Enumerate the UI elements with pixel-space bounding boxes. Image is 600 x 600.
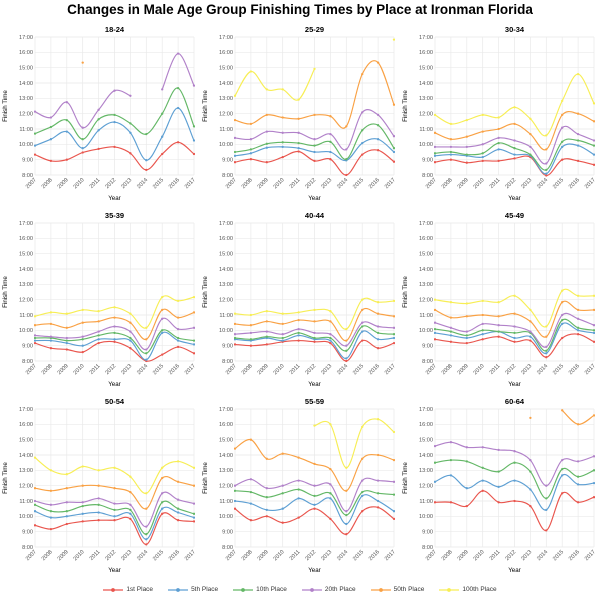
subplot-25-29 xyxy=(200,23,400,209)
subplot-title: 40-44 xyxy=(304,211,325,220)
svg-text:14:00: 14:00 xyxy=(219,266,233,273)
chart-legend xyxy=(0,581,600,598)
svg-text:2015: 2015 xyxy=(552,177,566,191)
svg-text:2015: 2015 xyxy=(552,549,566,563)
svg-text:2014: 2014 xyxy=(136,363,150,377)
svg-text:10:00: 10:00 xyxy=(219,514,233,521)
svg-text:8:00: 8:00 xyxy=(422,172,433,179)
svg-text:13:00: 13:00 xyxy=(19,96,33,103)
legend-label: 50th Place xyxy=(393,586,425,593)
svg-text:2017: 2017 xyxy=(183,177,197,191)
svg-text:2015: 2015 xyxy=(152,363,166,377)
svg-text:2010: 2010 xyxy=(272,177,286,191)
svg-text:2008: 2008 xyxy=(40,363,54,377)
svg-text:2016: 2016 xyxy=(367,549,382,563)
subplot-50-54 xyxy=(0,395,200,581)
legend-item-10th-place xyxy=(233,586,287,594)
svg-text:2011: 2011 xyxy=(288,177,302,190)
svg-text:2011: 2011 xyxy=(288,363,302,376)
series-100th-place xyxy=(313,418,395,469)
svg-text:9:00: 9:00 xyxy=(222,343,233,350)
svg-text:13:00: 13:00 xyxy=(19,468,33,475)
svg-text:2012: 2012 xyxy=(504,177,518,191)
svg-text:2012: 2012 xyxy=(504,363,518,377)
svg-text:2011: 2011 xyxy=(88,177,102,190)
svg-text:10:00: 10:00 xyxy=(419,142,433,149)
svg-text:11:00: 11:00 xyxy=(219,312,233,319)
svg-text:2017: 2017 xyxy=(383,177,397,191)
svg-text:14:00: 14:00 xyxy=(219,452,233,459)
subplot-title: 35-39 xyxy=(104,211,125,220)
svg-text:10:00: 10:00 xyxy=(219,142,233,149)
svg-text:2007: 2007 xyxy=(224,549,238,563)
svg-text:2011: 2011 xyxy=(88,549,102,562)
svg-text:2016: 2016 xyxy=(567,549,582,563)
legend-key-icon xyxy=(439,586,459,594)
svg-text:2009: 2009 xyxy=(56,177,70,191)
svg-text:2012: 2012 xyxy=(104,363,118,377)
svg-text:2010: 2010 xyxy=(72,177,86,191)
series-50th-place xyxy=(82,61,84,63)
subplot-title: 18-24 xyxy=(104,25,125,34)
svg-text:16:00: 16:00 xyxy=(219,422,233,429)
svg-text:2008: 2008 xyxy=(440,177,454,191)
svg-text:2015: 2015 xyxy=(352,177,366,191)
svg-text:2009: 2009 xyxy=(456,549,470,563)
svg-text:8:00: 8:00 xyxy=(422,544,433,551)
subplot-30-34 xyxy=(400,23,600,209)
svg-text:16:00: 16:00 xyxy=(219,50,233,57)
subplot-title: 45-49 xyxy=(504,211,525,220)
svg-text:2014: 2014 xyxy=(536,363,550,377)
svg-text:2011: 2011 xyxy=(488,549,502,562)
svg-text:9:00: 9:00 xyxy=(22,157,33,164)
x-axis-label: Year xyxy=(308,195,321,202)
svg-text:9:00: 9:00 xyxy=(222,529,233,536)
gridlines xyxy=(419,221,594,365)
svg-text:17:00: 17:00 xyxy=(419,34,433,41)
svg-text:2014: 2014 xyxy=(536,549,550,563)
svg-text:2013: 2013 xyxy=(320,177,334,191)
svg-text:2016: 2016 xyxy=(167,177,182,191)
svg-text:12:00: 12:00 xyxy=(19,111,33,118)
svg-text:2014: 2014 xyxy=(336,549,350,563)
legend-item-20th-place xyxy=(302,586,356,594)
svg-text:16:00: 16:00 xyxy=(19,236,33,243)
svg-text:2010: 2010 xyxy=(72,549,86,563)
svg-text:11:00: 11:00 xyxy=(419,126,433,133)
subplot-title: 30-34 xyxy=(504,25,525,34)
svg-text:8:00: 8:00 xyxy=(22,172,33,179)
svg-text:8:00: 8:00 xyxy=(22,544,33,551)
svg-text:15:00: 15:00 xyxy=(19,65,33,72)
svg-text:11:00: 11:00 xyxy=(219,498,233,505)
svg-text:17:00: 17:00 xyxy=(219,406,233,413)
svg-text:2011: 2011 xyxy=(488,363,502,376)
svg-text:16:00: 16:00 xyxy=(419,50,433,57)
svg-text:2009: 2009 xyxy=(256,363,270,377)
x-axis-label: Year xyxy=(508,195,521,202)
svg-text:15:00: 15:00 xyxy=(19,251,33,258)
legend-item-100th-place xyxy=(439,586,496,594)
svg-text:16:00: 16:00 xyxy=(219,236,233,243)
x-axis-label: Year xyxy=(108,381,121,388)
svg-text:14:00: 14:00 xyxy=(19,266,33,273)
legend-key-icon xyxy=(371,586,391,594)
svg-text:15:00: 15:00 xyxy=(219,251,233,258)
subplot-55-59 xyxy=(200,395,400,581)
svg-text:2007: 2007 xyxy=(24,177,38,191)
svg-text:2012: 2012 xyxy=(504,549,518,563)
svg-text:2017: 2017 xyxy=(383,549,397,563)
svg-text:14:00: 14:00 xyxy=(419,80,433,87)
y-axis-label: Finish Time xyxy=(202,90,209,122)
svg-text:2010: 2010 xyxy=(72,363,86,377)
y-axis-label: Finish Time xyxy=(402,90,409,122)
svg-text:8:00: 8:00 xyxy=(222,544,233,551)
svg-text:13:00: 13:00 xyxy=(219,282,233,289)
svg-text:2015: 2015 xyxy=(552,363,566,377)
gridlines xyxy=(19,35,194,179)
svg-text:9:00: 9:00 xyxy=(222,157,233,164)
svg-text:2009: 2009 xyxy=(256,549,270,563)
y-axis-label: Finish Time xyxy=(2,462,9,494)
svg-text:2011: 2011 xyxy=(88,363,102,376)
svg-text:2017: 2017 xyxy=(583,177,597,191)
svg-text:2008: 2008 xyxy=(440,549,454,563)
svg-text:17:00: 17:00 xyxy=(419,406,433,413)
svg-text:2013: 2013 xyxy=(320,363,334,377)
svg-text:13:00: 13:00 xyxy=(219,96,233,103)
subplot-35-39 xyxy=(0,209,200,395)
svg-text:2017: 2017 xyxy=(383,363,397,377)
svg-text:12:00: 12:00 xyxy=(219,483,233,490)
svg-text:2010: 2010 xyxy=(472,549,486,563)
svg-text:2015: 2015 xyxy=(152,549,166,563)
svg-text:2017: 2017 xyxy=(183,363,197,377)
svg-text:2016: 2016 xyxy=(167,549,182,563)
svg-text:2016: 2016 xyxy=(167,363,182,377)
y-axis-label: Finish Time xyxy=(202,276,209,308)
svg-text:17:00: 17:00 xyxy=(19,220,33,227)
svg-text:14:00: 14:00 xyxy=(19,452,33,459)
svg-text:10:00: 10:00 xyxy=(19,514,33,521)
svg-text:2013: 2013 xyxy=(120,549,134,563)
svg-text:17:00: 17:00 xyxy=(419,220,433,227)
svg-text:2013: 2013 xyxy=(520,177,534,191)
svg-text:2009: 2009 xyxy=(256,177,270,191)
svg-text:2010: 2010 xyxy=(272,549,286,563)
svg-text:15:00: 15:00 xyxy=(419,251,433,258)
svg-text:16:00: 16:00 xyxy=(419,236,433,243)
svg-text:2007: 2007 xyxy=(424,549,438,563)
svg-text:9:00: 9:00 xyxy=(22,343,33,350)
legend-label: 100th Place xyxy=(462,586,497,593)
svg-text:2008: 2008 xyxy=(240,177,254,191)
svg-text:10:00: 10:00 xyxy=(19,142,33,149)
subplot-title: 25-29 xyxy=(304,25,325,34)
svg-text:12:00: 12:00 xyxy=(419,111,433,118)
svg-text:2017: 2017 xyxy=(583,549,597,563)
svg-text:2008: 2008 xyxy=(240,549,254,563)
svg-text:2014: 2014 xyxy=(136,177,150,191)
svg-text:12:00: 12:00 xyxy=(19,297,33,304)
svg-text:9:00: 9:00 xyxy=(422,157,433,164)
svg-text:2010: 2010 xyxy=(472,177,486,191)
svg-text:2017: 2017 xyxy=(583,363,597,377)
svg-text:15:00: 15:00 xyxy=(419,437,433,444)
svg-text:12:00: 12:00 xyxy=(419,483,433,490)
svg-text:12:00: 12:00 xyxy=(219,111,233,118)
y-axis-label: Finish Time xyxy=(402,276,409,308)
legend-key-icon xyxy=(233,586,253,594)
subplot-60-64 xyxy=(400,395,600,581)
gridlines xyxy=(19,407,194,551)
gridlines xyxy=(219,221,394,365)
svg-text:11:00: 11:00 xyxy=(19,312,33,319)
svg-text:13:00: 13:00 xyxy=(219,468,233,475)
subplot-title: 50-54 xyxy=(104,397,125,406)
svg-text:2013: 2013 xyxy=(520,363,534,377)
svg-text:11:00: 11:00 xyxy=(219,126,233,133)
svg-text:11:00: 11:00 xyxy=(419,498,433,505)
svg-text:9:00: 9:00 xyxy=(22,529,33,536)
legend-label: 20th Place xyxy=(324,586,356,593)
subplot-title: 60-64 xyxy=(504,397,525,406)
svg-text:2016: 2016 xyxy=(567,363,582,377)
svg-text:14:00: 14:00 xyxy=(419,452,433,459)
svg-text:16:00: 16:00 xyxy=(19,422,33,429)
svg-text:16:00: 16:00 xyxy=(419,422,433,429)
subplot-title: 55-59 xyxy=(304,397,325,406)
svg-text:13:00: 13:00 xyxy=(419,468,433,475)
svg-text:12:00: 12:00 xyxy=(419,297,433,304)
svg-text:2008: 2008 xyxy=(240,363,254,377)
legend-item-5th-place xyxy=(168,586,218,594)
svg-text:2014: 2014 xyxy=(136,549,150,563)
svg-text:2007: 2007 xyxy=(224,363,238,377)
svg-text:8:00: 8:00 xyxy=(222,358,233,365)
svg-text:10:00: 10:00 xyxy=(19,328,33,335)
svg-text:8:00: 8:00 xyxy=(22,358,33,365)
svg-text:2012: 2012 xyxy=(304,177,318,191)
svg-text:17:00: 17:00 xyxy=(219,34,233,41)
legend-label: 1st Place xyxy=(126,586,154,593)
svg-text:2007: 2007 xyxy=(424,177,438,191)
svg-text:14:00: 14:00 xyxy=(419,266,433,273)
x-axis-label: Year xyxy=(108,567,121,574)
svg-text:2009: 2009 xyxy=(456,363,470,377)
legend-label: 5th Place xyxy=(191,586,219,593)
svg-text:2008: 2008 xyxy=(440,363,454,377)
svg-text:2010: 2010 xyxy=(472,363,486,377)
svg-text:2011: 2011 xyxy=(488,177,502,190)
svg-text:2013: 2013 xyxy=(120,177,134,191)
svg-text:2010: 2010 xyxy=(272,363,286,377)
svg-text:2012: 2012 xyxy=(304,363,318,377)
svg-text:2011: 2011 xyxy=(288,549,302,562)
svg-text:16:00: 16:00 xyxy=(19,50,33,57)
svg-text:2013: 2013 xyxy=(520,549,534,563)
legend-item-1st-place xyxy=(103,586,153,594)
svg-text:2015: 2015 xyxy=(352,549,366,563)
svg-text:17:00: 17:00 xyxy=(19,34,33,41)
legend-item-50th-place xyxy=(371,586,425,594)
svg-text:11:00: 11:00 xyxy=(419,312,433,319)
svg-text:15:00: 15:00 xyxy=(419,65,433,72)
subplot-40-44 xyxy=(200,209,400,395)
x-axis-label: Year xyxy=(308,567,321,574)
svg-text:2009: 2009 xyxy=(56,363,70,377)
svg-text:2013: 2013 xyxy=(120,363,134,377)
svg-text:15:00: 15:00 xyxy=(19,437,33,444)
svg-text:2014: 2014 xyxy=(336,177,350,191)
svg-text:15:00: 15:00 xyxy=(219,437,233,444)
svg-text:12:00: 12:00 xyxy=(219,297,233,304)
svg-text:9:00: 9:00 xyxy=(422,529,433,536)
subplot-grid xyxy=(0,23,600,581)
svg-text:10:00: 10:00 xyxy=(219,328,233,335)
svg-text:2009: 2009 xyxy=(56,549,70,563)
svg-text:15:00: 15:00 xyxy=(219,65,233,72)
svg-text:2012: 2012 xyxy=(104,549,118,563)
svg-text:2007: 2007 xyxy=(24,549,38,563)
y-axis-label: Finish Time xyxy=(2,276,9,308)
svg-text:11:00: 11:00 xyxy=(19,498,33,505)
svg-text:14:00: 14:00 xyxy=(219,80,233,87)
svg-text:2016: 2016 xyxy=(567,177,582,191)
svg-text:2007: 2007 xyxy=(24,363,38,377)
chart-title: Changes in Male Age Group Finishing Times by Place at Ironman Florida xyxy=(67,2,533,17)
svg-text:8:00: 8:00 xyxy=(222,172,233,179)
gridlines xyxy=(419,407,594,551)
svg-text:14:00: 14:00 xyxy=(19,80,33,87)
legend-label: 10th Place xyxy=(256,586,287,593)
gridlines xyxy=(19,221,194,365)
svg-text:17:00: 17:00 xyxy=(19,406,33,413)
svg-text:2008: 2008 xyxy=(40,549,54,563)
y-axis-label: Finish Time xyxy=(2,90,9,122)
svg-text:13:00: 13:00 xyxy=(419,282,433,289)
svg-text:2014: 2014 xyxy=(536,177,550,191)
svg-text:9:00: 9:00 xyxy=(422,343,433,350)
legend-key-icon xyxy=(302,586,322,594)
svg-text:8:00: 8:00 xyxy=(422,358,433,365)
x-axis-label: Year xyxy=(108,195,121,202)
svg-text:12:00: 12:00 xyxy=(19,483,33,490)
svg-text:2014: 2014 xyxy=(336,363,350,377)
svg-text:2007: 2007 xyxy=(424,363,438,377)
gridlines xyxy=(419,35,594,179)
legend-key-icon xyxy=(168,586,188,594)
gridlines xyxy=(219,35,394,179)
y-axis-label: Finish Time xyxy=(402,462,409,494)
svg-text:2016: 2016 xyxy=(367,363,382,377)
svg-text:11:00: 11:00 xyxy=(19,126,33,133)
svg-text:2012: 2012 xyxy=(104,177,118,191)
y-axis-label: Finish Time xyxy=(202,462,209,494)
svg-text:17:00: 17:00 xyxy=(219,220,233,227)
svg-text:2007: 2007 xyxy=(224,177,238,191)
x-axis-label: Year xyxy=(508,381,521,388)
subplot-45-49 xyxy=(400,209,600,395)
svg-text:2015: 2015 xyxy=(152,177,166,191)
svg-text:2015: 2015 xyxy=(352,363,366,377)
svg-text:10:00: 10:00 xyxy=(419,328,433,335)
subplot-18-24 xyxy=(0,23,200,209)
svg-text:2016: 2016 xyxy=(367,177,382,191)
x-axis-label: Year xyxy=(308,381,321,388)
svg-text:13:00: 13:00 xyxy=(19,282,33,289)
svg-text:2013: 2013 xyxy=(320,549,334,563)
svg-text:2012: 2012 xyxy=(304,549,318,563)
legend-key-icon xyxy=(103,586,123,594)
svg-text:2009: 2009 xyxy=(456,177,470,191)
x-axis-label: Year xyxy=(508,567,521,574)
gridlines xyxy=(219,407,394,551)
svg-text:10:00: 10:00 xyxy=(419,514,433,521)
svg-text:2017: 2017 xyxy=(183,549,197,563)
svg-text:13:00: 13:00 xyxy=(419,96,433,103)
svg-text:2008: 2008 xyxy=(40,177,54,191)
